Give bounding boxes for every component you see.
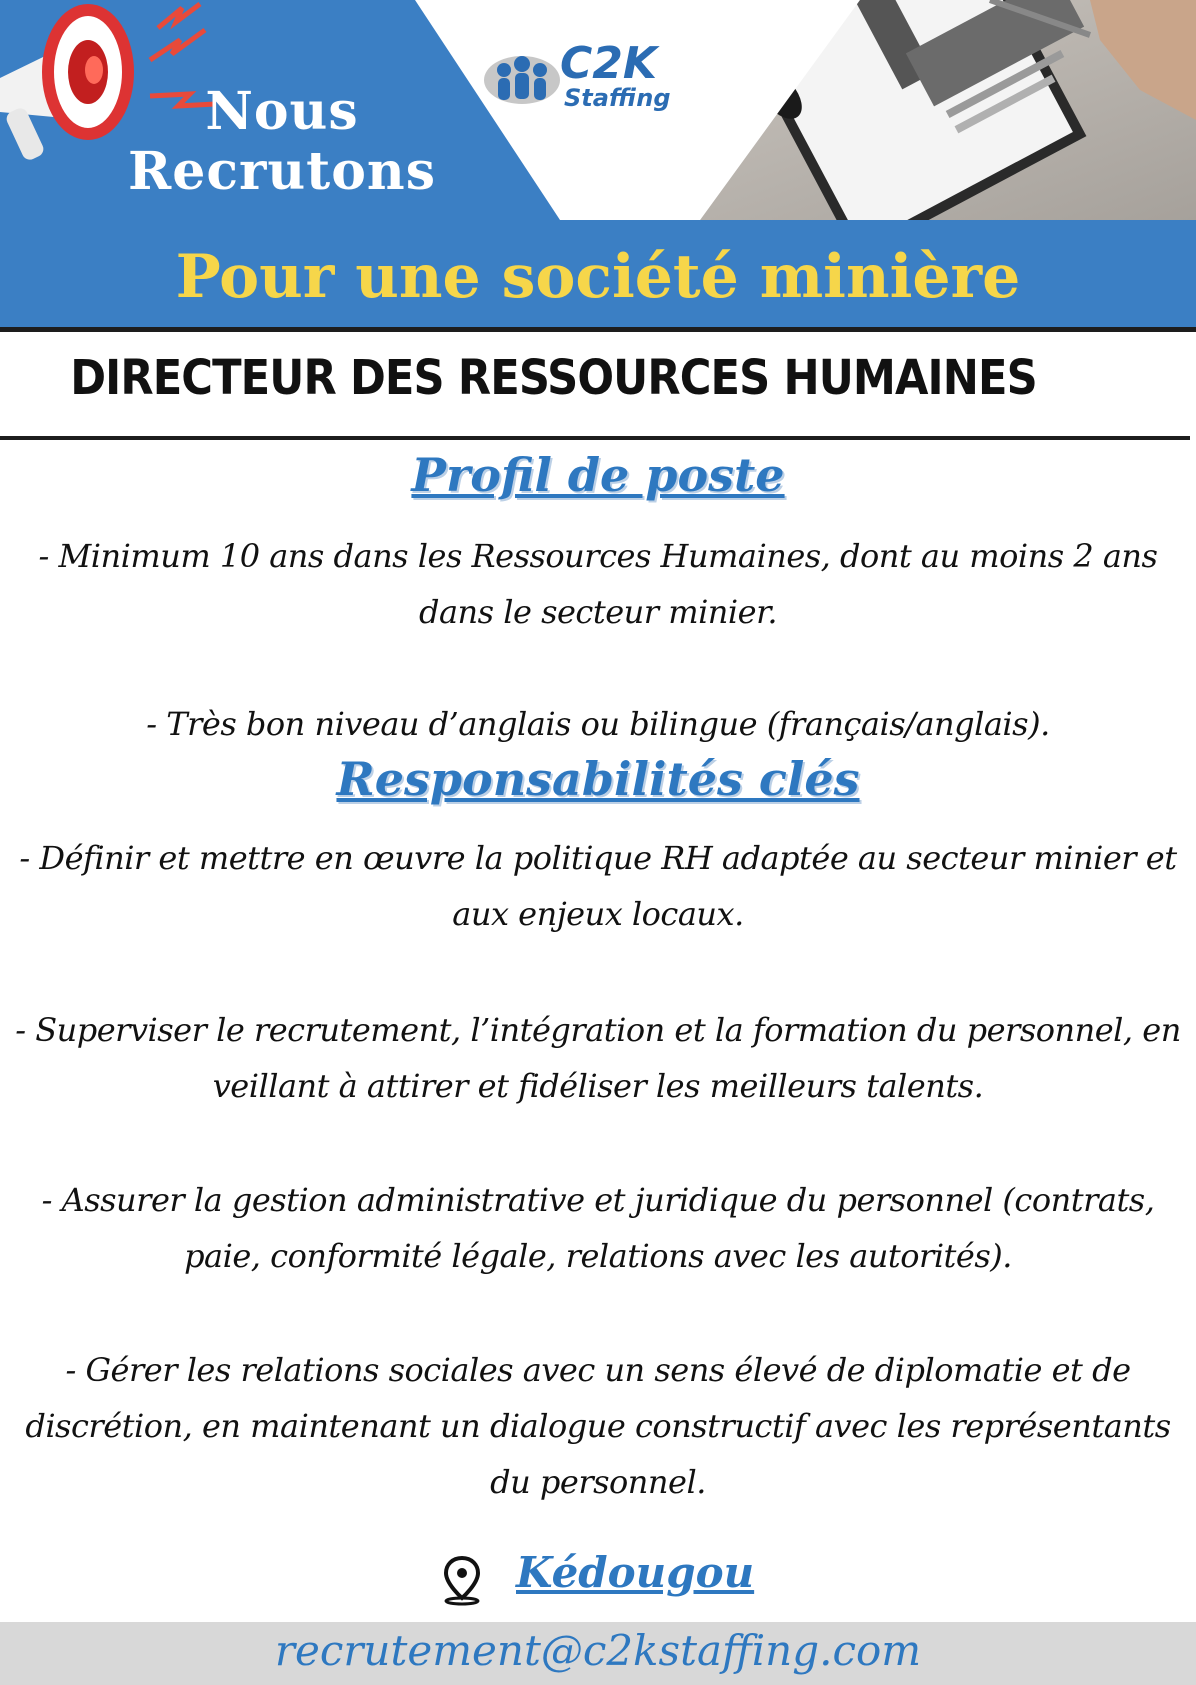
contact-email[interactable]: recrutement@c2kstaffing.com: [274, 1626, 922, 1675]
headline-line-1: Nous: [205, 81, 359, 142]
company-banner: [0, 220, 1196, 332]
headline-line-2: Recrutons: [128, 141, 436, 202]
responsibility-item: - Superviser le recrutement, l’intégration et la formation du personnel, en veillant à attirer et fidéliser les meilleurs talents.: [15, 1011, 1181, 1105]
c2k-logo-icon: [482, 46, 562, 106]
location-text: Kédougou: [516, 1548, 755, 1597]
logo-subtitle: Staffing: [564, 84, 671, 112]
divider: [0, 436, 1190, 440]
footer: [0, 1622, 1196, 1685]
profile-section-title: Profil de poste: [411, 448, 785, 502]
responsibility-item: - Définir et mettre en œuvre la politique RH adaptée au secteur minier et aux enjeux locaux.: [19, 839, 1177, 933]
responsibilities-section-title: Responsabilités clés: [336, 752, 860, 806]
responsibility-item: - Gérer les relations sociales avec un sens élevé de diplomatie et de discrétion, en maintenant un dialogue constructif avec les représentants du personnel.: [25, 1351, 1171, 1501]
headline: [112, 82, 452, 202]
job-title: DIRECTEUR DES RESSOURCES HUMAINES: [70, 350, 1037, 406]
logo-name: C2K: [560, 38, 658, 89]
header: [0, 0, 1196, 220]
profile-item: - Minimum 10 ans dans les Ressources Humaines, dont au moins 2 ans dans le secteur minier.: [38, 537, 1158, 631]
profile-item: - Très bon niveau d’anglais ou bilingue (français/anglais).: [146, 705, 1050, 743]
location-pin-icon: [440, 1554, 484, 1606]
banner-text: Pour une société minière: [175, 242, 1021, 312]
responsibility-item: - Assurer la gestion administrative et juridique du personnel (contrats, paie, conformité légale, relations avec les autorités).: [41, 1181, 1155, 1275]
